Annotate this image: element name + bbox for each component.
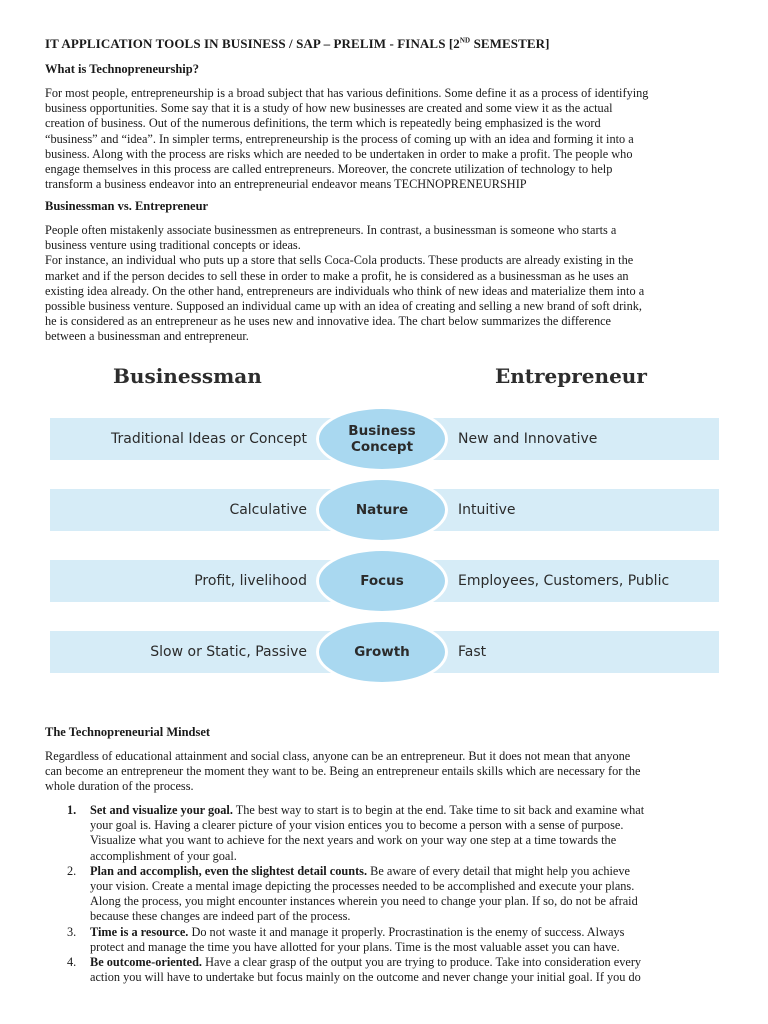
criterion-ellipse-business-concept: Business Concept (316, 406, 448, 472)
section-heading-technopreneurial-mindset: The Technopreneurial Mindset (45, 725, 211, 739)
list-item (67, 955, 737, 985)
paragraph-line: People often mistakenly associate businessmen as entrepreneurs. In contrast, a businessman is someone who starts a (45, 223, 617, 237)
paragraph-line: market and if the person decides to sell these in order to make a profit, he is considered as a businessman as he uses an (45, 268, 629, 283)
list-item-line: your vision. Create a mental image depicting the processes needed to be accomplished and execute your plans. (90, 879, 635, 894)
list-item-lead: Be outcome-oriented. (90, 955, 203, 970)
paragraph-line: For instance, an individual who puts up a store that sells Coca-Cola products. These products are already existing in the (45, 253, 634, 268)
list-item-number: 4. (67, 955, 77, 970)
paragraph-line: engage themselves in this process are called entrepreneurs. Moreover, the concrete utilization of technology to help (45, 162, 613, 177)
paragraph-technopreneurship (45, 86, 735, 192)
paragraph-line: business opportunities. Some say that it is a study of how new businesses are created and some view it as the actual (45, 101, 613, 116)
header-title-pre: IT APPLICATION TOOLS IN BUSINESS / SAP – PRELIM - FINALS [2 (45, 36, 460, 51)
entrepreneur-value: Employees, Customers, Public (458, 573, 670, 589)
paragraph-line: transform a business endeavor into an entrepreneurial endeavor means TECHNOPRENEURSHIP (45, 177, 527, 192)
comparison-diagram (50, 360, 720, 685)
list-item (67, 864, 737, 925)
header-title-superscript: ND (459, 36, 471, 45)
list-item-line: Visualize what you want to achieve for the next years and work on your way one step at a time towards the (90, 833, 617, 848)
paragraph-line: business venture using traditional concepts or ideas. (45, 238, 301, 253)
list-item-lead: Set and visualize your goal. (90, 803, 233, 817)
list-item-number: 3. (67, 924, 77, 939)
paragraph-line: For most people, entrepreneurship is a broad subject that has various definitions. Some define it as a process of identifying (45, 86, 649, 100)
entrepreneur-value: Fast (458, 644, 487, 660)
list-item-text: The best way to start is to begin at the end. Take time to sit back and examine what (232, 803, 645, 817)
paragraph-line: business. Along with the process are risks which are needed to be undertaken in order to make a profit. The people who (45, 146, 633, 161)
criterion-ellipse-focus: Focus (316, 548, 448, 614)
list-item-line: accomplishment of your goal. (90, 848, 237, 863)
businessman-value: Profit, livelihood (194, 573, 307, 589)
businessman-value: Traditional Ideas or Concept (111, 431, 307, 447)
paragraph-line: creation of business. Out of the numerous definitions, the term which is repeatedly being emphasized is the word (45, 116, 601, 131)
list-item-line: action you will have to undertake but focus mainly on the outcome and never change your initial goal. If you do (90, 970, 641, 985)
paragraph-businessman-vs-entrepreneur (45, 223, 735, 345)
section-heading-technopreneurship: What is Technopreneurship? (45, 62, 199, 76)
list-item-number: 2. (67, 863, 77, 878)
paragraph-line: between a businessman and entrepreneur. (45, 329, 249, 344)
list-item (67, 803, 737, 864)
entrepreneur-value: Intuitive (458, 502, 516, 518)
paragraph-line: existing idea already. On the other hand, entrepreneurs are individuals who think of new ideas and materialize them into a (45, 283, 645, 298)
paragraph-line: whole duration of the process. (45, 779, 194, 794)
businessman-value: Calculative (229, 502, 307, 518)
paragraph-line: possible business venture. Supposed an individual came up with an idea of creating and selling a new brand of soft drink, (45, 299, 642, 314)
list-item-text: Be aware of every detail that might help you achieve (367, 863, 630, 878)
list-item-number: 1. (67, 803, 77, 817)
criterion-ellipse-growth: Growth (316, 619, 448, 685)
entrepreneur-value: New and Innovative (458, 431, 598, 447)
list-item-line: your goal is. Having a clearer picture of your vision entices you to become a person with a sense of purpose. (90, 818, 624, 833)
list-item-line: protect and manage the time you have allotted for your plans. Time is the most valuable asset you can have. (90, 939, 620, 954)
document-header (45, 36, 550, 52)
paragraph-line: he is considered as an entrepreneur as he uses new and innovative idea. The chart below summarizes the difference (45, 314, 612, 329)
paragraph-line: can become an entrepreneur the moment they want to be. Being an entrepreneur entails skills which are necessary for the (45, 764, 641, 779)
section-heading-businessman-vs-entrepreneur: Businessman vs. Entrepreneur (45, 199, 209, 213)
list-item-text: Have a clear grasp of the output you are trying to produce. Take into consideration every (202, 955, 642, 970)
mindset-numbered-list (67, 803, 737, 985)
paragraph-technopreneurial-mindset (45, 749, 735, 795)
list-item-text: Do not waste it and manage it properly. Procrastination is the enemy of success. Always (188, 924, 625, 939)
list-item-lead: Time is a resource. (90, 924, 189, 939)
list-item (67, 925, 737, 955)
businessman-value: Slow or Static, Passive (150, 644, 307, 660)
criterion-ellipse-nature: Nature (316, 477, 448, 543)
list-item-line: Along the process, you might encounter instances wherein you need to change your plan. If so, do not be afraid (90, 894, 638, 909)
paragraph-line: Regardless of educational attainment and social class, anyone can be an entrepreneur. But it does not mean that anyone (45, 749, 631, 763)
businessman-column-title: Businessman (113, 364, 262, 388)
list-item-lead: Plan and accomplish, even the slightest detail counts. (90, 863, 368, 878)
header-title-post: SEMESTER] (470, 36, 550, 51)
list-item-line: because these changes are indeed part of the process. (90, 909, 351, 924)
entrepreneur-column-title: Entrepreneur (495, 364, 647, 388)
paragraph-line: “business” and “idea”. In simpler terms, entrepreneurship is the process of coming up with an idea and forming it into a (45, 131, 634, 146)
